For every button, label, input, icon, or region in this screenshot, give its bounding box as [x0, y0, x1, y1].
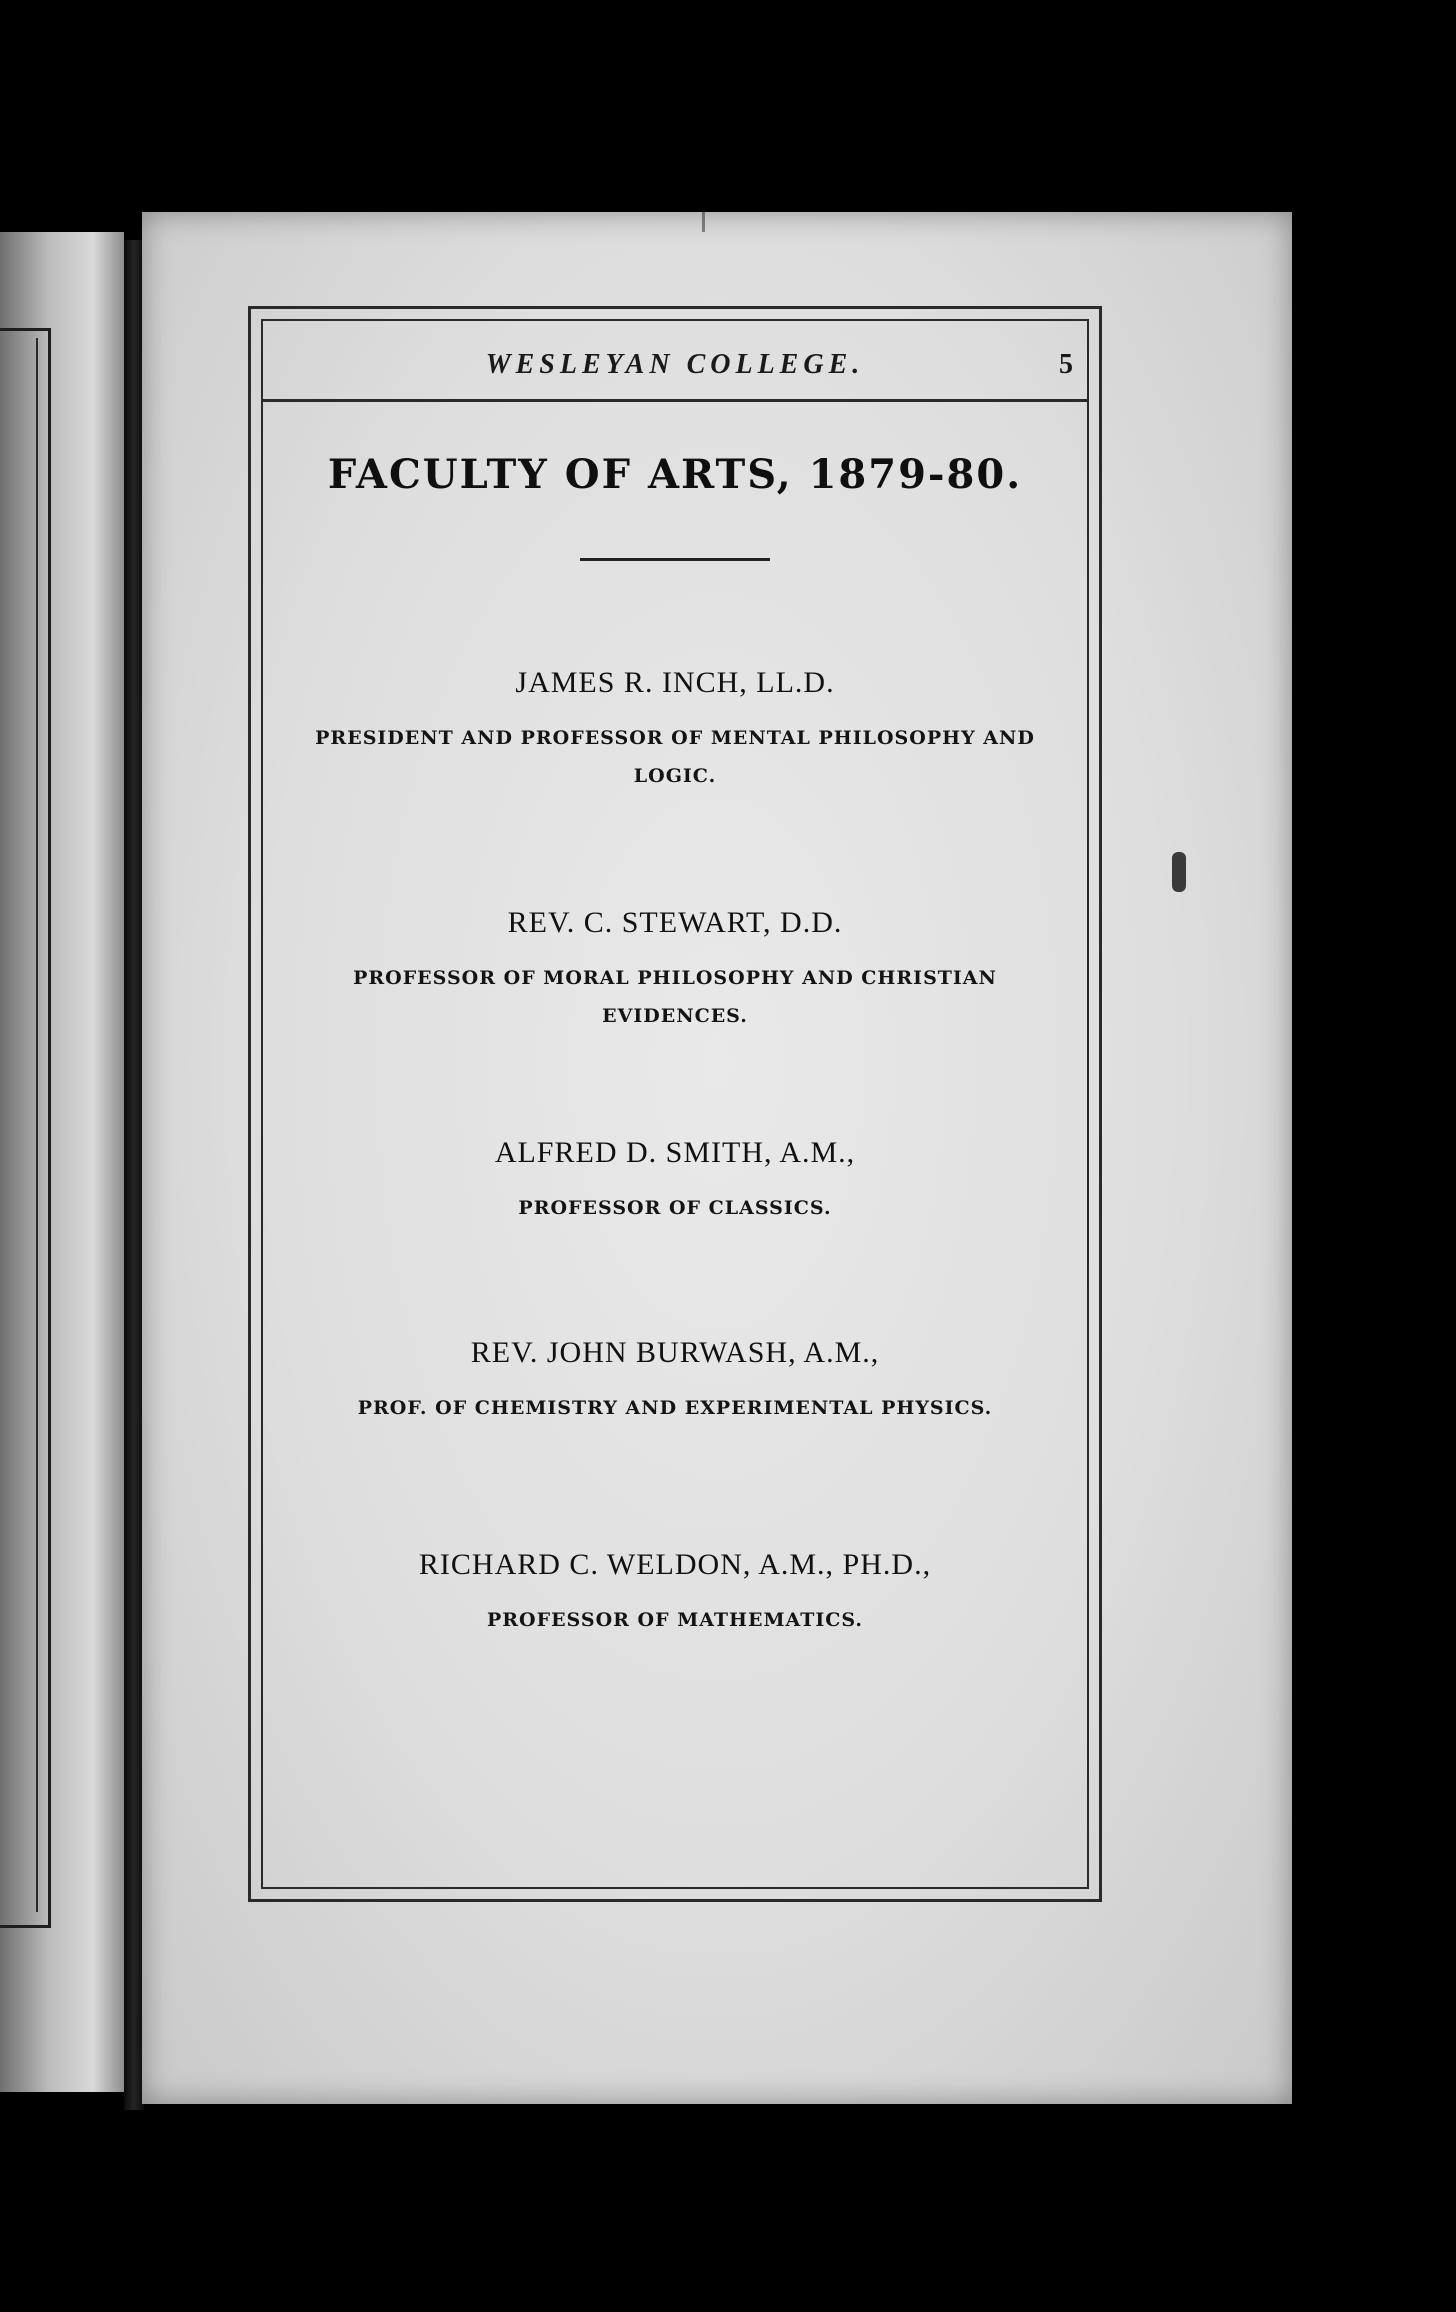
faculty-entry [263, 665, 1087, 795]
faculty-title: PROF. OF CHEMISTRY AND EXPERIMENTAL PHYSICS. [357, 1397, 993, 1419]
scan-blot [1172, 852, 1186, 892]
facing-page-inner-border [0, 338, 38, 1912]
page-title: FACULTY OF ARTS, 1879-80. [327, 451, 1023, 498]
faculty-entry [263, 905, 1087, 1035]
scan-speck [702, 212, 705, 232]
faculty-list [263, 665, 1087, 1639]
page-border-inner [261, 319, 1089, 1889]
page-content [263, 451, 1087, 1731]
faculty-name: REV. JOHN BURWASH, A.M., [470, 1336, 880, 1369]
faculty-entry [263, 1335, 1087, 1427]
page-border-outer [248, 306, 1102, 1902]
page-number: 5 [1059, 349, 1073, 380]
faculty-title: PROFESSOR OF MORAL PHILOSOPHY AND CHRISTIAN EVIDENCES. [353, 967, 997, 1027]
faculty-entry [263, 1547, 1087, 1639]
title-rule [580, 558, 770, 561]
header-rule [263, 399, 1087, 402]
faculty-name: JAMES R. INCH, LL.D. [515, 666, 835, 699]
faculty-name: REV. C. STEWART, D.D. [507, 906, 843, 939]
running-head-title: WESLEYAN COLLEGE. [485, 349, 865, 380]
facing-page-edge [0, 232, 124, 2092]
faculty-title: PRESIDENT AND PROFESSOR OF MENTAL PHILOSOPHY AND LOGIC. [315, 727, 1035, 787]
faculty-title: PROFESSOR OF CLASSICS. [518, 1197, 832, 1219]
faculty-title: PROFESSOR OF MATHEMATICS. [486, 1609, 864, 1631]
faculty-entry [263, 1135, 1087, 1227]
book-spine [124, 240, 144, 2110]
faculty-name: RICHARD C. WELDON, A.M., PH.D., [418, 1548, 932, 1581]
faculty-name: ALFRED D. SMITH, A.M., [494, 1136, 856, 1169]
document-page [142, 212, 1292, 2104]
running-head [263, 349, 1087, 389]
